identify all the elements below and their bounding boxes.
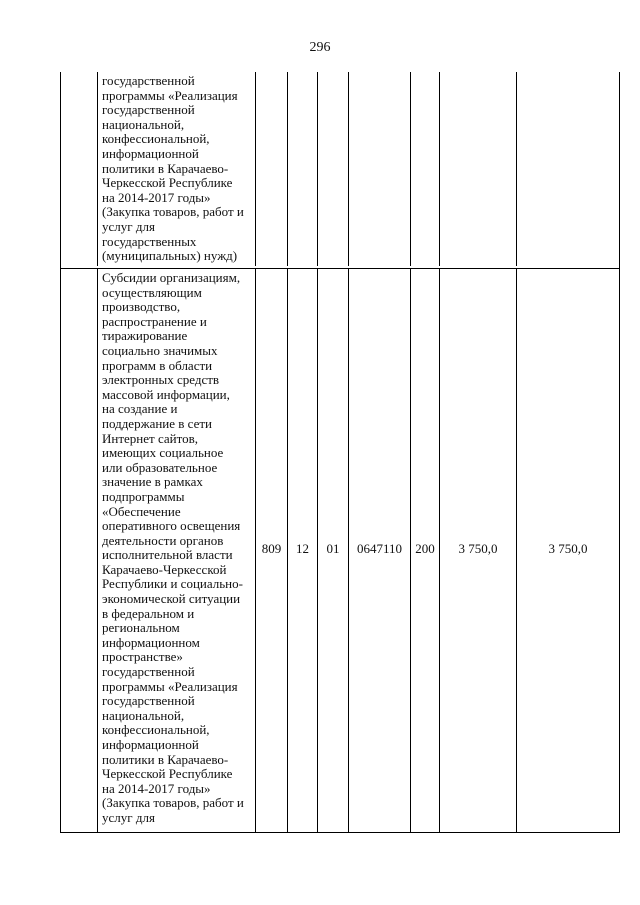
description-line: тиражирование bbox=[102, 328, 188, 344]
description-line: распространение и bbox=[102, 313, 207, 329]
description-line: государственной bbox=[102, 664, 195, 680]
description-line: политики в Карачаево- bbox=[102, 160, 229, 176]
description-line: (Закупка товаров, работ и bbox=[102, 204, 244, 220]
description-line: оперативного освещения bbox=[102, 518, 241, 534]
ministry-cell bbox=[256, 72, 288, 266]
expense-type-cell bbox=[411, 269, 440, 833]
amount-value: 3 750,0 bbox=[548, 541, 588, 556]
amount-value: 3 750,0 bbox=[458, 541, 498, 556]
description-line: в федеральном и bbox=[102, 605, 195, 621]
description-line: (Закупка товаров, работ и bbox=[102, 795, 244, 811]
budget-table bbox=[60, 72, 620, 833]
description-line: социально значимых bbox=[102, 342, 218, 358]
subsection-code: 01 bbox=[326, 541, 340, 556]
section-code: 12 bbox=[296, 541, 309, 556]
description-line: экономической ситуации bbox=[102, 591, 241, 607]
description-line: государственной bbox=[102, 693, 195, 709]
description-line: конфессиональной, bbox=[102, 722, 210, 738]
description-cell bbox=[98, 72, 256, 266]
amount-cell bbox=[440, 72, 517, 266]
description-line: национальной, bbox=[102, 707, 185, 723]
description-line: деятельности органов bbox=[102, 532, 224, 548]
description-line: информационном bbox=[102, 634, 200, 650]
table-row bbox=[61, 268, 619, 833]
description-line: имеющих социальное bbox=[102, 445, 224, 461]
description-line: национальной, bbox=[102, 116, 185, 132]
description-line: на создание и bbox=[102, 401, 178, 417]
page-number: 296 bbox=[309, 40, 331, 55]
description-line: на 2014-2017 годы» bbox=[102, 780, 211, 796]
description-line: производство, bbox=[102, 299, 181, 315]
description-line: электронных средств bbox=[102, 372, 220, 388]
description-line: исполнительной власти bbox=[102, 547, 233, 563]
description-line: информационной bbox=[102, 145, 199, 161]
target-article-code: 0647110 bbox=[356, 541, 403, 556]
description-cell bbox=[98, 269, 256, 833]
description-line: Карачаево-Черкесской bbox=[102, 561, 227, 577]
table-row bbox=[61, 72, 619, 266]
description-line: программ в области bbox=[102, 357, 213, 373]
description-line: пространстве» bbox=[102, 649, 183, 665]
subsection-cell bbox=[318, 269, 349, 833]
target-article-cell bbox=[349, 72, 411, 266]
row-number-cell bbox=[61, 269, 98, 833]
ministry-cell bbox=[256, 269, 288, 833]
description-line: Республики и социально- bbox=[102, 576, 243, 592]
section-cell bbox=[288, 269, 318, 833]
description-line: на 2014-2017 годы» bbox=[102, 189, 211, 205]
description-line: услуг для bbox=[102, 809, 155, 825]
subsection-cell bbox=[318, 72, 349, 266]
expense-type-cell bbox=[411, 72, 440, 266]
description-line: подпрограммы bbox=[102, 488, 185, 504]
amount-cell bbox=[517, 269, 619, 833]
amount-cell bbox=[440, 269, 517, 833]
description-line: государственных bbox=[102, 233, 197, 249]
target-article-cell bbox=[349, 269, 411, 833]
section-cell bbox=[288, 72, 318, 266]
description-line: Черкесской Республике bbox=[102, 766, 233, 782]
amount-cell bbox=[517, 72, 619, 266]
description-line: «Обеспечение bbox=[102, 503, 181, 519]
ministry-code: 809 bbox=[261, 541, 282, 556]
description-line: значение в рамках bbox=[102, 474, 203, 490]
description-line: конфессиональной, bbox=[102, 131, 210, 147]
description-line: Интернет сайтов, bbox=[102, 430, 199, 446]
description-line: или образовательное bbox=[102, 459, 218, 475]
row-number-cell bbox=[61, 72, 98, 266]
description-line: осуществляющим bbox=[102, 284, 202, 300]
description-line: государственной bbox=[102, 102, 195, 118]
description-line: Субсидии организациям, bbox=[102, 270, 241, 285]
description-line: Черкесской Республике bbox=[102, 175, 233, 191]
description-line: региональном bbox=[102, 620, 180, 636]
description-line: услуг для bbox=[102, 218, 155, 234]
description-line: государственной bbox=[102, 73, 195, 88]
description-line: информационной bbox=[102, 737, 199, 752]
description-line: политики в Карачаево- bbox=[102, 751, 229, 767]
description-line: массовой информации, bbox=[102, 386, 230, 402]
description-line: (муниципальных) нужд) bbox=[102, 248, 238, 264]
description-line: программы «Реализация bbox=[102, 87, 238, 103]
expense-type-code: 200 bbox=[415, 541, 435, 556]
description-line: поддержание в сети bbox=[102, 415, 212, 431]
description-line: программы «Реализация bbox=[102, 678, 238, 694]
